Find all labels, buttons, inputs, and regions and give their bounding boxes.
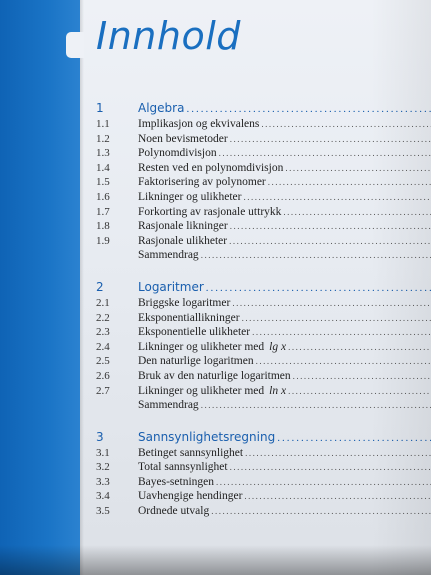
section-title: Rasjonale likninger [138, 220, 228, 233]
section-number: 1.7 [96, 205, 110, 218]
section-title: Briggske logaritmer [138, 296, 231, 309]
section-title: Sammendrag [138, 399, 199, 412]
bottom-shadow [0, 545, 431, 575]
section-title: Implikasjon og ekvivalens [138, 118, 260, 130]
section-number: 1.8 [96, 220, 110, 233]
section-number: 3.4 [96, 490, 110, 503]
section-number: 1.5 [96, 176, 110, 189]
section-number: 2.7 [96, 384, 110, 397]
chapter-number: 3 [96, 429, 104, 444]
section-number: 2.4 [96, 340, 110, 353]
section-number: 1.2 [96, 132, 110, 145]
chapter-title: Sannsynlighetsregning [138, 429, 276, 444]
page-title: Innhold [96, 14, 241, 58]
band-edge-shadow [80, 0, 84, 575]
section-math: ln x [269, 384, 287, 397]
section-title: Faktorisering av polynomer [138, 176, 266, 189]
section-title: Betinget sannsynlighet [138, 446, 244, 459]
section-number: 3.1 [96, 446, 110, 459]
section-math: lg x [269, 340, 287, 353]
section-title: Likninger og ulikheter [138, 190, 242, 203]
section-number: 2.2 [96, 311, 110, 324]
section-title: Polynomdivisjon [138, 147, 217, 160]
section-title: Likninger og ulikheter med [138, 340, 265, 353]
section-number: 3.5 [96, 505, 110, 518]
section-title: Forkorting av rasjonale uttrykk [138, 205, 282, 218]
section-number: 1.1 [96, 118, 110, 130]
chapter-title: Logaritmer [138, 279, 204, 294]
section-title: Uavhengige hendinger [138, 490, 243, 503]
section-title: Total sannsynlighet [138, 461, 228, 474]
section-title: Resten ved en polynomdivisjon [138, 161, 284, 174]
section-number: 2.5 [96, 355, 110, 368]
chapter-title: Algebra [138, 101, 185, 115]
section-title: Noen bevismetoder [138, 132, 228, 145]
section-number: 1.4 [96, 161, 110, 174]
section-number: 1.3 [96, 147, 110, 160]
section-title: Rasjonale ulikheter [138, 234, 228, 247]
section-number: 3.2 [96, 461, 110, 474]
section-title: Ordnede utvalg [138, 505, 210, 518]
section-number: 2.1 [96, 296, 110, 309]
section-number: 1.9 [96, 234, 110, 247]
section-number: 2.3 [96, 326, 110, 339]
section-title: Den naturlige logaritmen [138, 355, 254, 368]
blue-side-band [0, 0, 80, 575]
section-number: 3.3 [96, 475, 110, 488]
section-number: 1.6 [96, 190, 110, 203]
chapter-number: 1 [96, 101, 104, 115]
section-title: Bayes-setningen [138, 475, 215, 488]
page-curve-shadow [371, 0, 431, 575]
section-title: Sammendrag [138, 249, 199, 262]
section-number: 2.6 [96, 369, 110, 382]
title-tab-notch [66, 32, 84, 58]
section-title: Bruk av den naturlige logaritmen [138, 369, 291, 382]
section-title: Eksponentielle ulikheter [138, 326, 251, 339]
chapter-number: 2 [96, 279, 104, 294]
section-title: Likninger og ulikheter med [138, 384, 265, 397]
section-title: Eksponentiallikninger [138, 311, 240, 324]
